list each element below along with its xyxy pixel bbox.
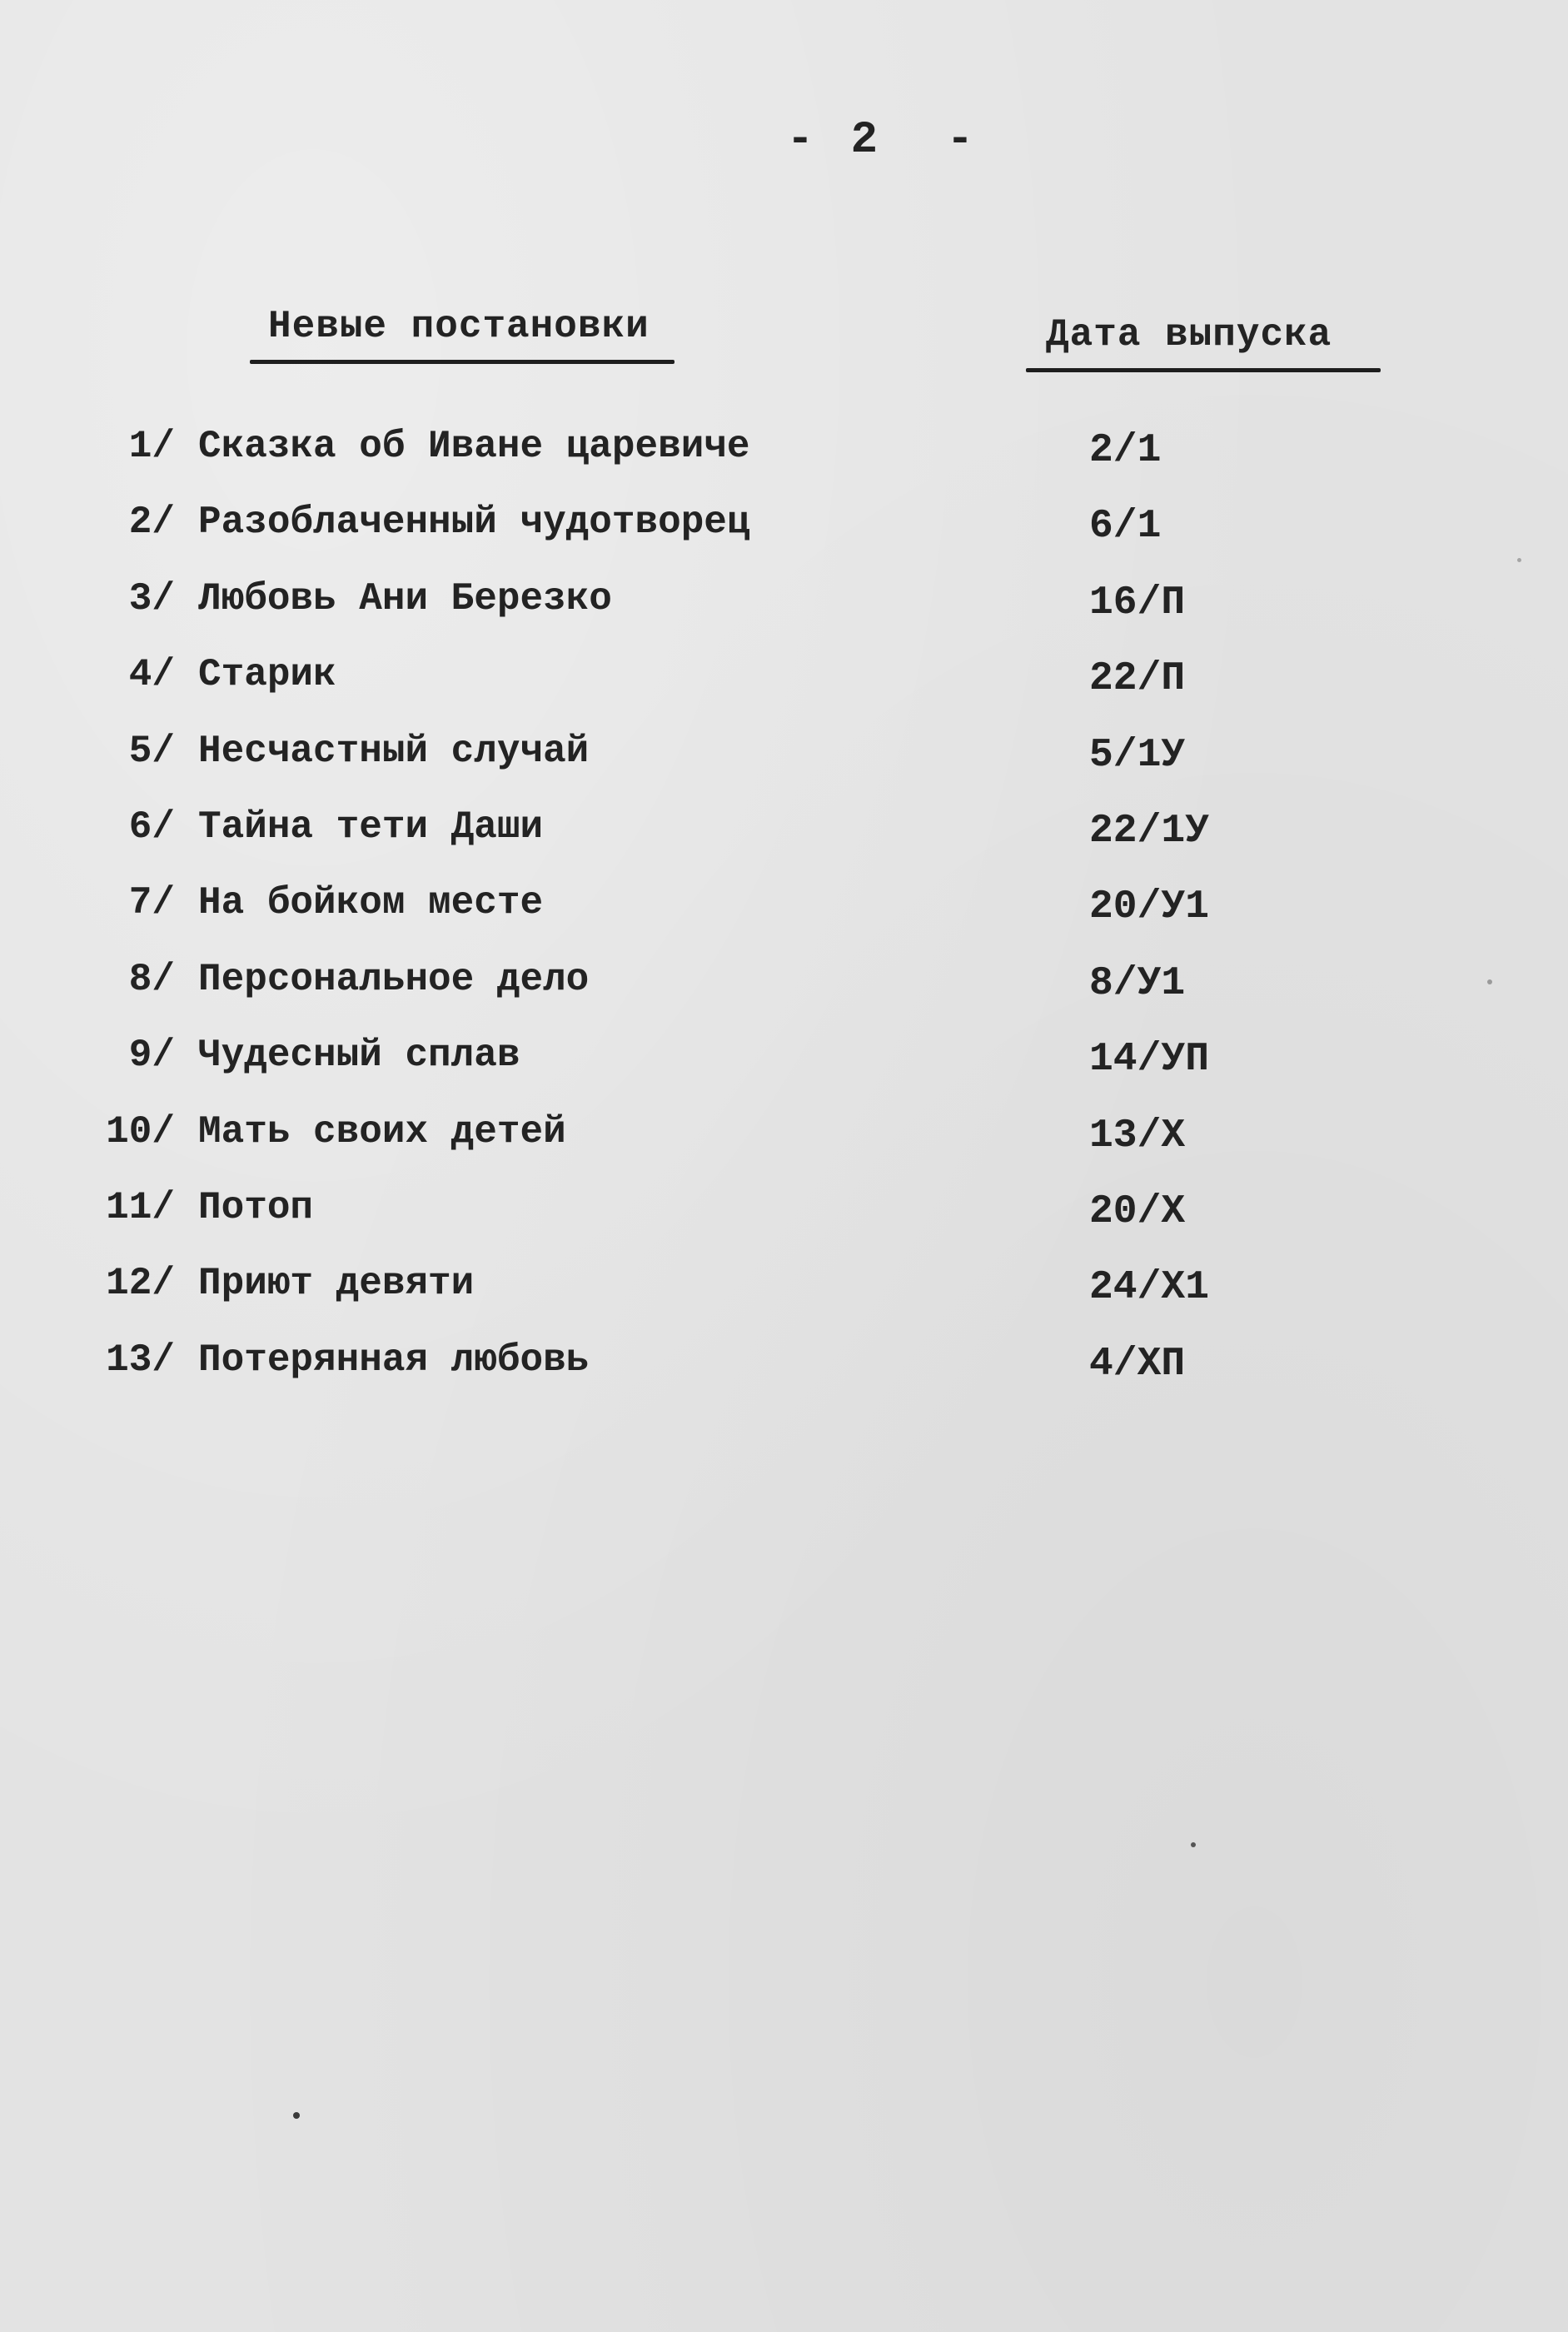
list-item — [0, 1110, 1568, 1186]
list-item — [0, 730, 1568, 805]
list-item — [0, 1338, 1568, 1414]
item-release-date: 13/Х — [1089, 1113, 1186, 1159]
item-release-date: 5/1У — [1089, 732, 1186, 778]
header-underline-productions — [250, 360, 674, 364]
item-number: 1/ — [128, 425, 175, 468]
item-release-date: 16/П — [1089, 580, 1186, 625]
item-number: 10/ — [106, 1109, 175, 1154]
item-release-date: 6/1 — [1089, 504, 1162, 550]
list-item — [0, 501, 1568, 576]
item-title: Потоп — [198, 1185, 314, 1229]
item-number: 13/ — [106, 1338, 175, 1382]
item-release-date: 2/1 — [1089, 428, 1162, 473]
list-item — [0, 653, 1568, 729]
item-title: Несчастный случай — [198, 729, 590, 773]
list-item — [0, 425, 1568, 501]
item-number: 2/ — [128, 501, 175, 545]
paper-speck — [1191, 1842, 1196, 1847]
item-title: Потерянная любовь — [198, 1338, 590, 1382]
item-title: Разоблаченный чудотворец — [198, 501, 750, 545]
item-number: 4/ — [128, 653, 175, 697]
item-title: Любовь Ани Березко — [198, 576, 612, 620]
item-release-date: 22/П — [1089, 656, 1186, 702]
item-release-date: 14/УП — [1089, 1037, 1210, 1083]
column-header-new-productions: Невые постановки — [268, 305, 650, 348]
item-number: 11/ — [106, 1185, 175, 1229]
item-title: Старик — [198, 653, 336, 697]
item-title: На бойком месте — [198, 881, 544, 925]
paper-speck — [1517, 558, 1521, 562]
item-number: 8/ — [128, 957, 175, 1001]
list-item — [0, 1186, 1568, 1262]
item-number: 12/ — [106, 1262, 175, 1306]
item-release-date: 20/У1 — [1089, 884, 1210, 930]
item-number: 5/ — [128, 729, 175, 773]
page-number: - 2 - — [786, 115, 979, 166]
item-title: Приют девяти — [198, 1262, 475, 1306]
item-number: 9/ — [128, 1034, 175, 1078]
list-item — [0, 1262, 1568, 1338]
productions-list — [0, 425, 1568, 1414]
item-title: Чудесный сплав — [198, 1034, 520, 1078]
item-number: 7/ — [128, 881, 175, 925]
item-title: Тайна тети Даши — [198, 805, 544, 849]
item-release-date: 24/Х1 — [1089, 1265, 1210, 1311]
item-release-date: 22/1У — [1089, 808, 1210, 854]
list-item — [0, 958, 1568, 1034]
paper-speck — [293, 2112, 300, 2119]
list-item — [0, 1034, 1568, 1109]
item-release-date: 8/У1 — [1089, 960, 1186, 1006]
list-item — [0, 881, 1568, 957]
paper-speck — [1487, 979, 1492, 984]
list-item — [0, 805, 1568, 881]
column-header-release-date: Дата выпуска — [1046, 313, 1332, 356]
item-release-date: 4/ХП — [1089, 1341, 1186, 1387]
item-title: Сказка об Иване царевиче — [198, 425, 750, 468]
header-underline-date — [1026, 368, 1381, 372]
item-number: 3/ — [128, 576, 175, 620]
item-title: Персональное дело — [198, 957, 590, 1001]
item-title: Мать своих детей — [198, 1109, 566, 1154]
item-number: 6/ — [128, 805, 175, 849]
item-release-date: 20/Х — [1089, 1188, 1186, 1234]
list-item — [0, 577, 1568, 653]
